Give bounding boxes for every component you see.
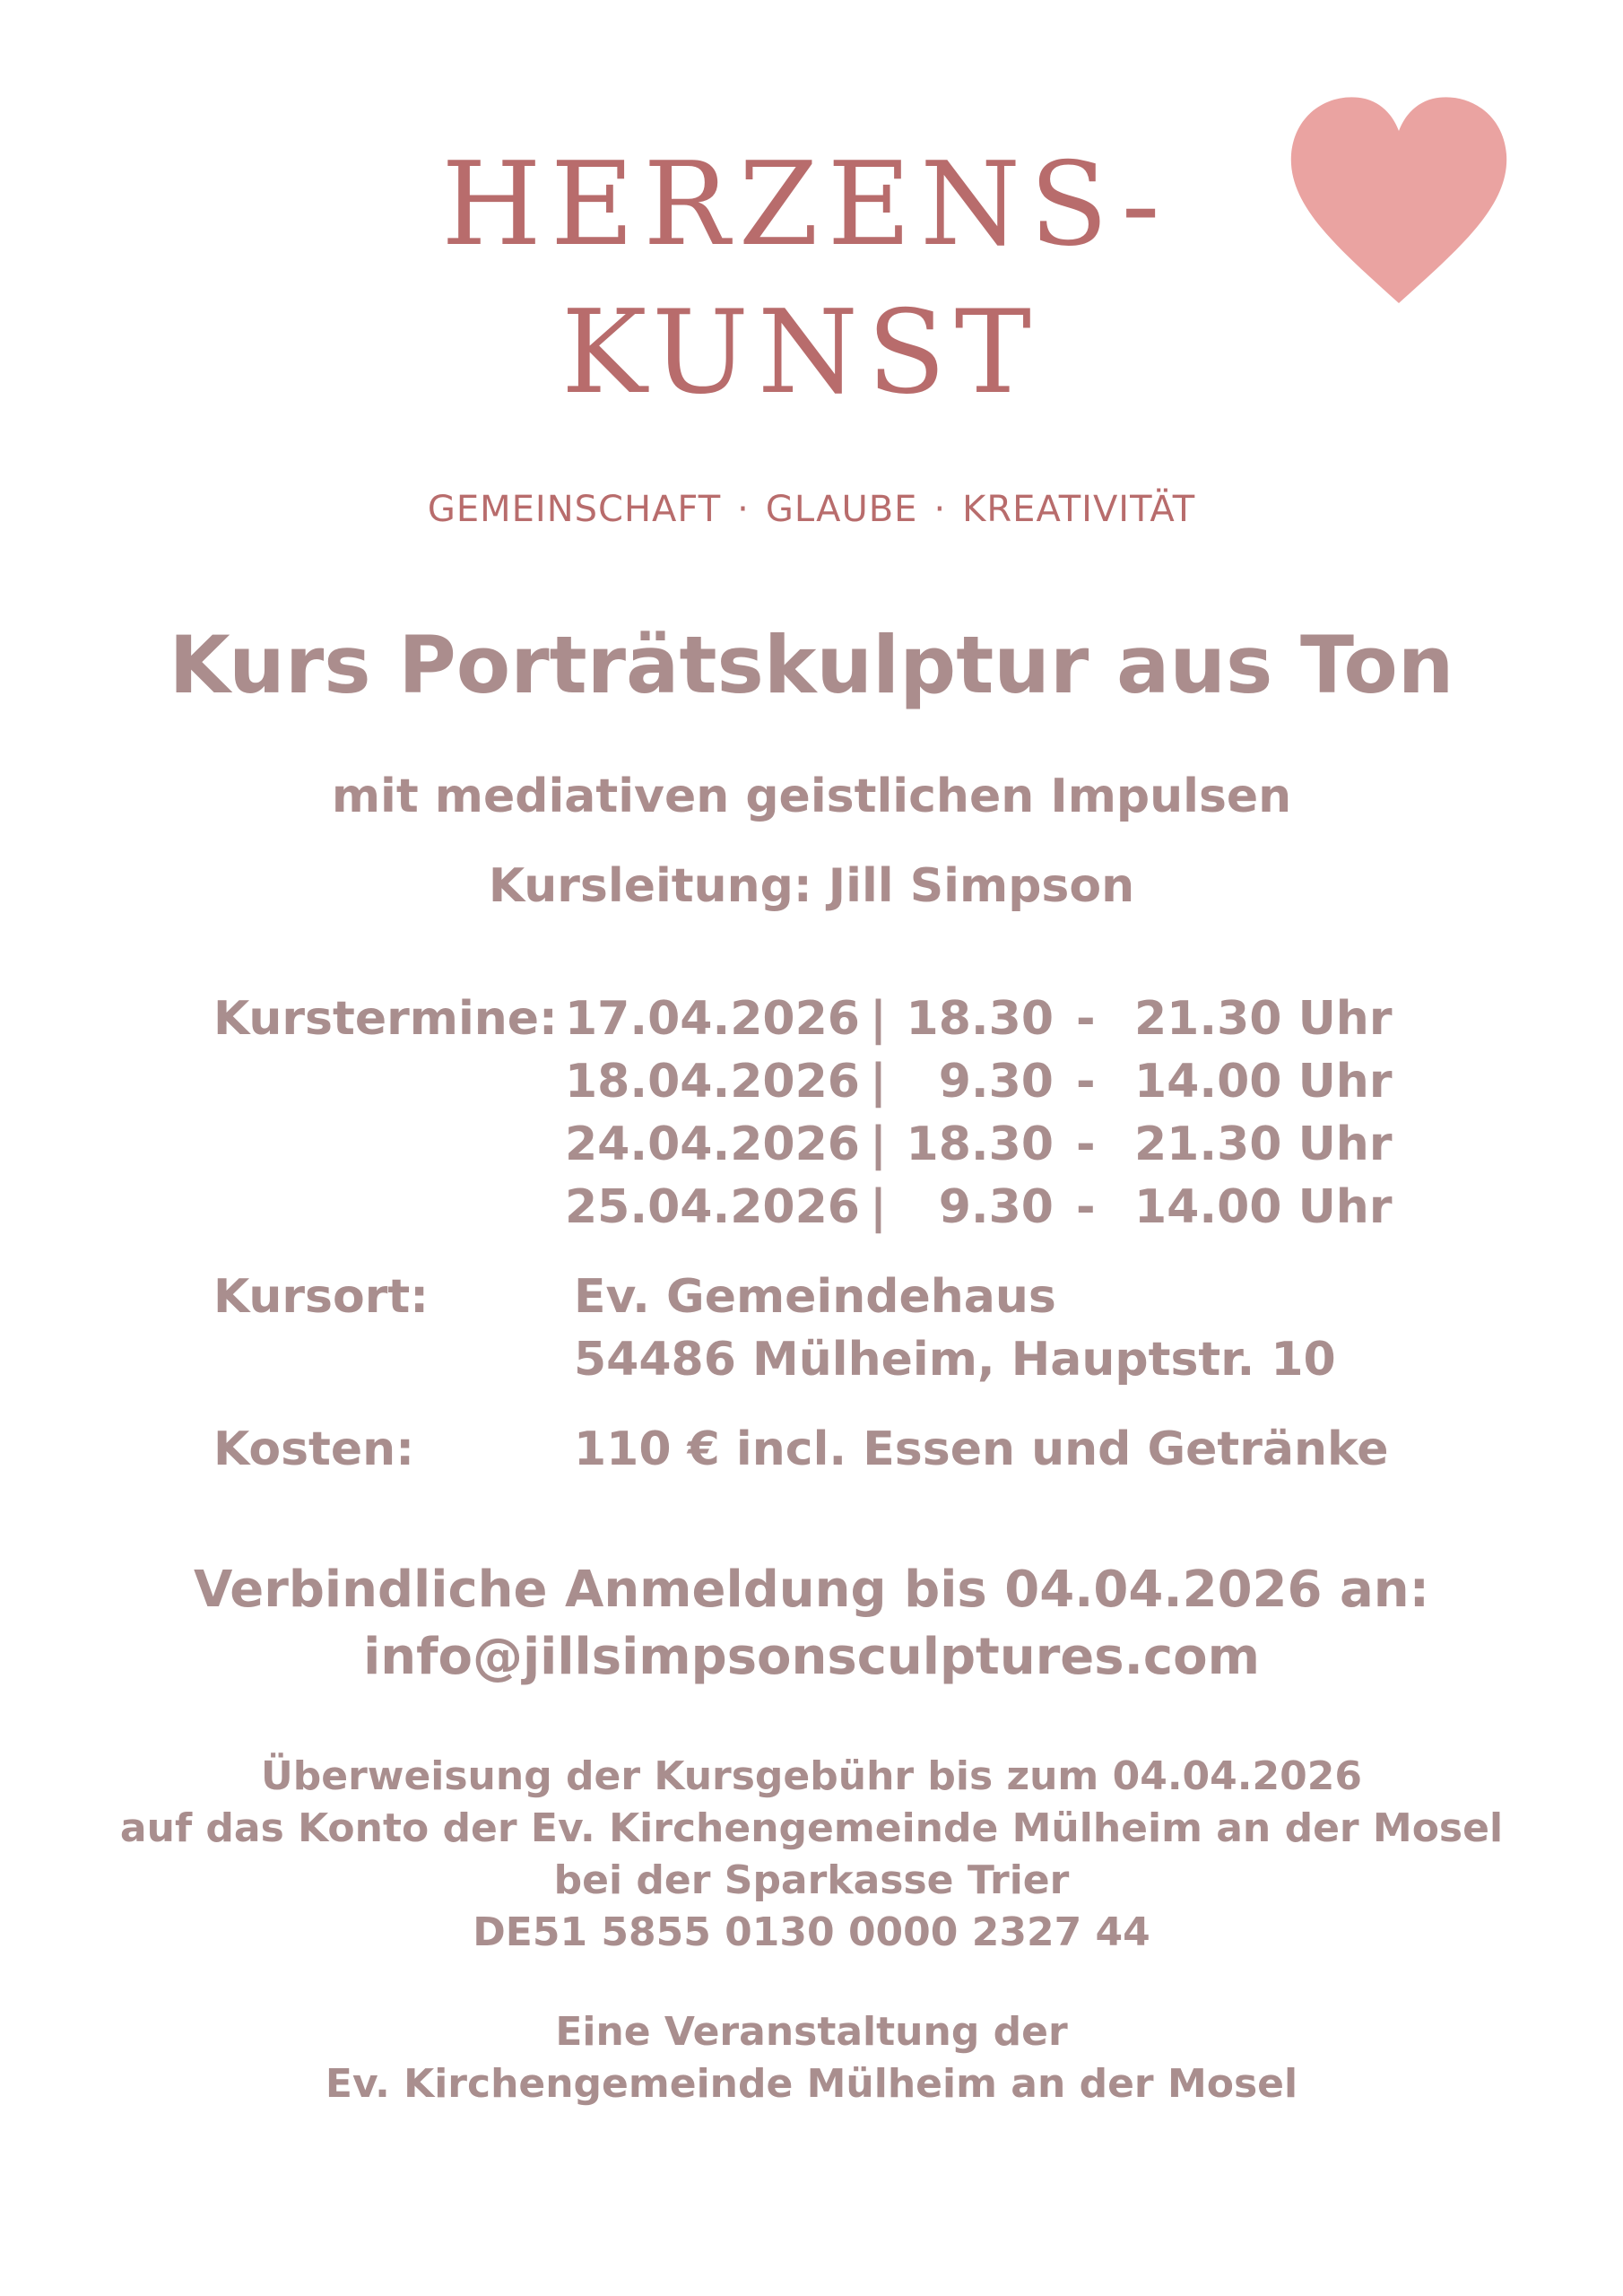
schedule-dash: -	[1076, 1180, 1096, 1234]
schedule-start-time: 9.30	[938, 1180, 1054, 1234]
registration-text: Verbindliche Anmeldung bis 04.04.2026 an:	[193, 1561, 1430, 1619]
payment-iban: DE51 5855 0130 0000 2327 44	[473, 1909, 1150, 1955]
schedule-end-time: 21.30 Uhr	[1134, 1118, 1393, 1171]
schedule-separator: |	[870, 1055, 887, 1109]
logo-title-line-2: KUNST	[561, 286, 1040, 420]
location-address: 54486 Mülheim, Hauptstr. 10	[574, 1333, 1336, 1387]
schedule-end-time: 14.00 Uhr	[1134, 1055, 1393, 1109]
tagline-item-creativity: KREATIVITÄT	[962, 489, 1196, 530]
payment-line: bei der Sparkasse Trier	[553, 1857, 1070, 1903]
schedule-separator: |	[870, 1118, 887, 1171]
cost-label: Kosten:	[213, 1422, 414, 1476]
tagline-separator: ·	[933, 489, 947, 530]
schedule-label: Kurstermine:	[213, 992, 558, 1046]
schedule-date: 24.04.2026	[565, 1118, 860, 1171]
schedule-date: 18.04.2026	[565, 1055, 860, 1109]
tagline-separator: ·	[737, 489, 750, 530]
schedule-end-time: 21.30 Uhr	[1134, 992, 1393, 1046]
course-subtitle: mit mediativen geistlichen Impulsen	[331, 770, 1292, 823]
logo-title-line-1: HERZENS-	[441, 138, 1169, 272]
schedule-separator: |	[870, 1180, 887, 1234]
schedule-dash: -	[1076, 1118, 1096, 1171]
organizer-line: Eine Veranstaltung der	[555, 2009, 1068, 2055]
payment-line: Überweisung der Kursgebühr bis zum 04.04.2026	[261, 1753, 1362, 1799]
schedule-dash: -	[1076, 1055, 1096, 1109]
schedule-end-time: 14.00 Uhr	[1134, 1180, 1393, 1234]
course-leader: Kursleitung: Jill Simpson	[488, 859, 1135, 913]
schedule-start-time: 18.30	[906, 992, 1054, 1046]
payment-line: auf das Konto der Ev. Kirchengemeinde Mülheim an der Mosel	[119, 1805, 1504, 1851]
schedule-start-time: 18.30	[906, 1118, 1054, 1171]
tagline	[0, 489, 1623, 530]
schedule-date: 25.04.2026	[565, 1180, 860, 1234]
schedule-dash: -	[1076, 992, 1096, 1046]
course-title: Kurs Porträtskulptur aus Ton	[169, 619, 1454, 711]
tagline-item-faith: GLAUBE	[765, 489, 918, 530]
schedule-date: 17.04.2026	[565, 992, 860, 1046]
registration-email: info@jillsimpsonsculptures.com	[363, 1628, 1260, 1686]
tagline-item-community: GEMEINSCHAFT	[427, 489, 722, 530]
schedule-start-time: 9.30	[938, 1055, 1054, 1109]
heart-icon	[1282, 90, 1515, 314]
location-label: Kursort:	[213, 1270, 430, 1324]
organizer-line: Ev. Kirchengemeinde Mülheim an der Mosel	[325, 2061, 1298, 2107]
location-venue: Ev. Gemeindehaus	[574, 1270, 1056, 1324]
schedule-separator: |	[870, 992, 887, 1046]
cost-value: 110 € incl. Essen und Getränke	[574, 1422, 1389, 1476]
